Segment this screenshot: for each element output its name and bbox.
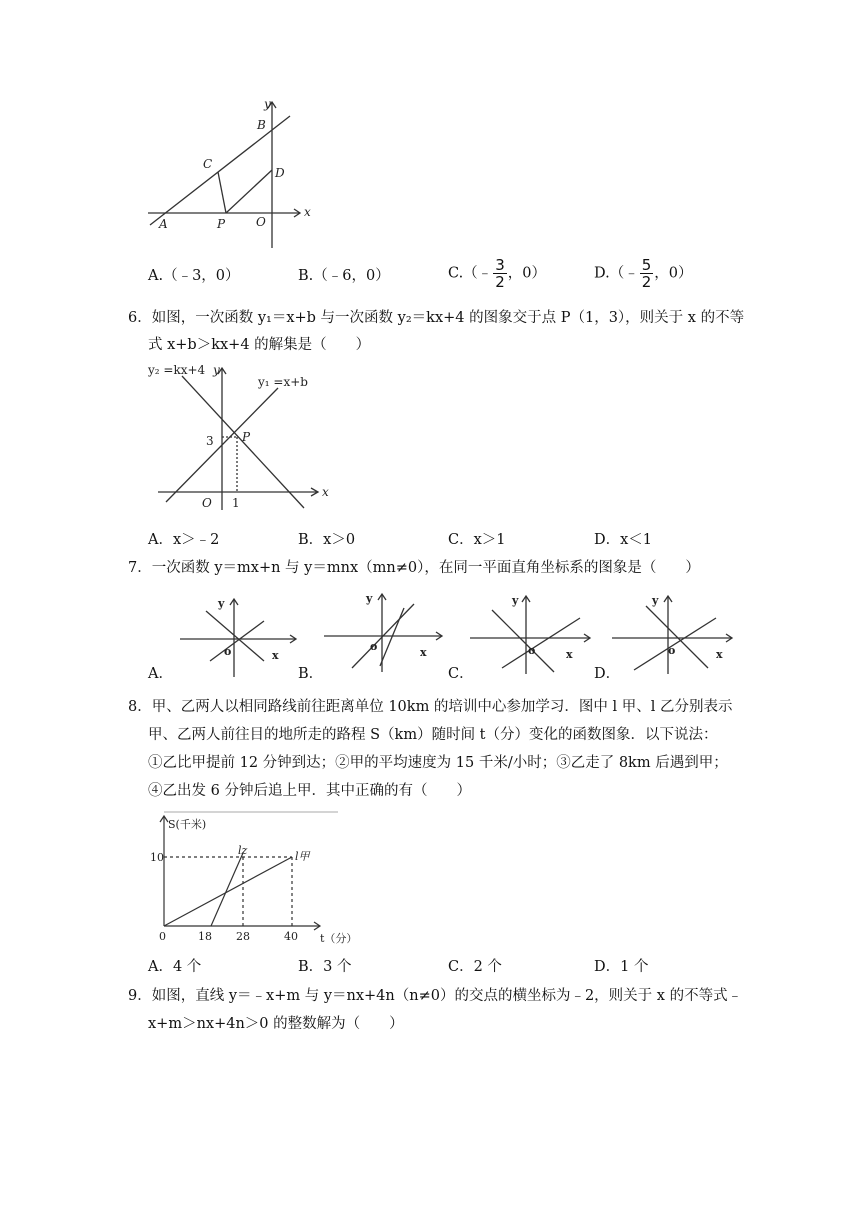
q6-label-1: 1 — [232, 496, 240, 510]
q8-text-line3: ①乙比甲提前 12 分钟到达；②甲的平均速度为 15 千米/小时；③乙走了 8km 后遇到甲； — [148, 755, 728, 771]
q5-option-d-den: 2 — [641, 273, 652, 291]
q6-label-y: y — [213, 363, 220, 377]
q6-figure — [146, 362, 346, 512]
q5-option-c-num: 3 — [495, 256, 505, 274]
q8-tick-y10: 10 — [150, 851, 164, 864]
q5-label-o: O — [256, 215, 266, 229]
q5-label-p: P — [217, 217, 226, 231]
q7-b-label-y: y — [366, 592, 373, 605]
q5-label-c: C — [203, 157, 213, 171]
q6-option-b[interactable]: B．x＞0 — [298, 532, 356, 548]
q5-label-a: A — [159, 217, 168, 231]
q5-label-b: B — [257, 118, 266, 132]
q7-graph-a[interactable] — [168, 593, 303, 678]
q7-a-line1 — [206, 611, 264, 661]
q8-text-line2: 甲、乙两人前往目的地所走的路程 S（km）随时间 t（分）变化的函数图象．以下说法： — [148, 727, 718, 743]
q7-option-d-label[interactable]: D． — [594, 666, 621, 682]
q9-text-line1: 9．如图，直线 y＝﹣x+m 与 y＝nx+4n（n≠0）的交点的横坐标为﹣2，则关于 x 的不等式﹣ — [128, 988, 743, 1004]
q7-text: 7．一次函数 y＝mx+n 与 y＝mnx（mn≠0），在同一平面直角坐标系的图象是（ ） — [128, 560, 700, 576]
q6-text-line1: 6．如图，一次函数 y₁＝x+b 与一次函数 y₂＝kx+4 的图象交于点 P（1，3），则关于 x 的不等 — [128, 310, 745, 326]
q5-option-c-suffix: ，0） — [507, 265, 546, 282]
q5-segment-pd — [226, 170, 272, 213]
q7-d-line1 — [646, 606, 708, 668]
q5-line-ab — [150, 116, 290, 225]
q6-label-3: 3 — [206, 434, 214, 448]
q7-a-label-o: o — [224, 645, 232, 658]
q8-option-d[interactable]: D．1 个 — [594, 959, 649, 975]
q5-segment-cp — [218, 172, 226, 213]
q8-text-line4: ④乙出发 6 分钟后追上甲．其中正确的有（ ） — [148, 783, 471, 799]
q7-a-line2 — [210, 621, 264, 661]
q7-b-label-o: o — [370, 640, 378, 653]
q7-b-label-x: x — [420, 646, 427, 659]
q7-a-label-x: x — [272, 649, 279, 662]
q8-figure — [150, 808, 360, 948]
q6-label-y2: y₂ =kx+4 — [148, 363, 206, 377]
q5-option-d-prefix: D.（﹣ — [594, 265, 639, 282]
q9-text-line2: x+m＞nx+4n＞0 的整数解为（ ） — [148, 1016, 404, 1032]
q7-b-line2 — [380, 608, 404, 666]
q6-label-o: O — [202, 496, 212, 510]
q5-option-c-fraction — [493, 257, 507, 290]
q6-option-a[interactable]: A．x＞﹣2 — [148, 532, 220, 548]
q8-line-yi — [211, 853, 243, 926]
q8-ylabel: S(千米) — [168, 818, 207, 831]
q7-a-label-y: y — [218, 597, 225, 610]
q7-graph-b[interactable] — [318, 588, 453, 673]
q7-graph-c[interactable] — [462, 590, 597, 675]
q5-option-b[interactable]: B.（﹣6，0） — [298, 268, 390, 284]
q8-text-line1: 8．甲、乙两人以相同路线前往距离单位 10km 的培训中心参加学习．图中 l 甲、l 乙分别表示 — [128, 699, 733, 715]
q5-option-c-prefix: C.（﹣ — [448, 265, 493, 282]
q7-c-label-y: y — [512, 594, 519, 607]
q8-xlabel: t（分） — [320, 932, 358, 945]
q8-tick-0: 0 — [159, 930, 166, 943]
q5-figure — [140, 98, 320, 248]
q7-c-label-x: x — [566, 648, 573, 661]
q7-d-label-x: x — [716, 648, 723, 661]
q7-d-label-o: o — [668, 644, 676, 657]
q6-label-y1: y₁ =x+b — [258, 375, 308, 389]
q7-d-label-y: y — [652, 594, 659, 607]
q7-option-a-label[interactable]: A． — [148, 666, 173, 682]
q5-label-x: x — [304, 205, 311, 219]
q5-option-a[interactable]: A.（﹣3，0） — [148, 268, 240, 284]
q8-label-lz: lz — [238, 844, 248, 857]
q6-option-d[interactable]: D．x＜1 — [594, 532, 653, 548]
q5-option-c[interactable] — [448, 257, 546, 290]
q5-option-d-num: 5 — [641, 256, 652, 274]
q8-option-c[interactable]: C．2 个 — [448, 959, 502, 975]
q8-tick-28: 28 — [236, 930, 250, 943]
q5-option-c-den: 2 — [495, 273, 505, 291]
q8-option-a[interactable]: A．4 个 — [148, 959, 202, 975]
q8-tick-40: 40 — [284, 930, 298, 943]
q5-option-d-fraction — [640, 257, 654, 290]
q8-tick-18: 18 — [198, 930, 212, 943]
q7-graph-d[interactable] — [604, 590, 739, 675]
q7-option-c-label[interactable]: C． — [448, 666, 474, 682]
q7-option-b-label[interactable]: B． — [298, 666, 324, 682]
q5-label-y: y — [264, 97, 271, 111]
q6-option-c[interactable]: C．x＞1 — [448, 532, 506, 548]
q5-label-d: D — [275, 166, 285, 180]
q5-option-d[interactable] — [594, 257, 693, 290]
q8-option-b[interactable]: B．3 个 — [298, 959, 352, 975]
q8-label-ljia: l甲 — [295, 850, 310, 863]
q6-label-p: P — [242, 430, 251, 444]
q7-c-label-o: o — [528, 644, 536, 657]
q5-option-d-suffix: ，0） — [654, 265, 693, 282]
q6-label-x: x — [322, 485, 329, 499]
q8-line-jia — [164, 857, 292, 926]
q6-text-line2: 式 x+b＞kx+4 的解集是（ ） — [148, 337, 371, 353]
